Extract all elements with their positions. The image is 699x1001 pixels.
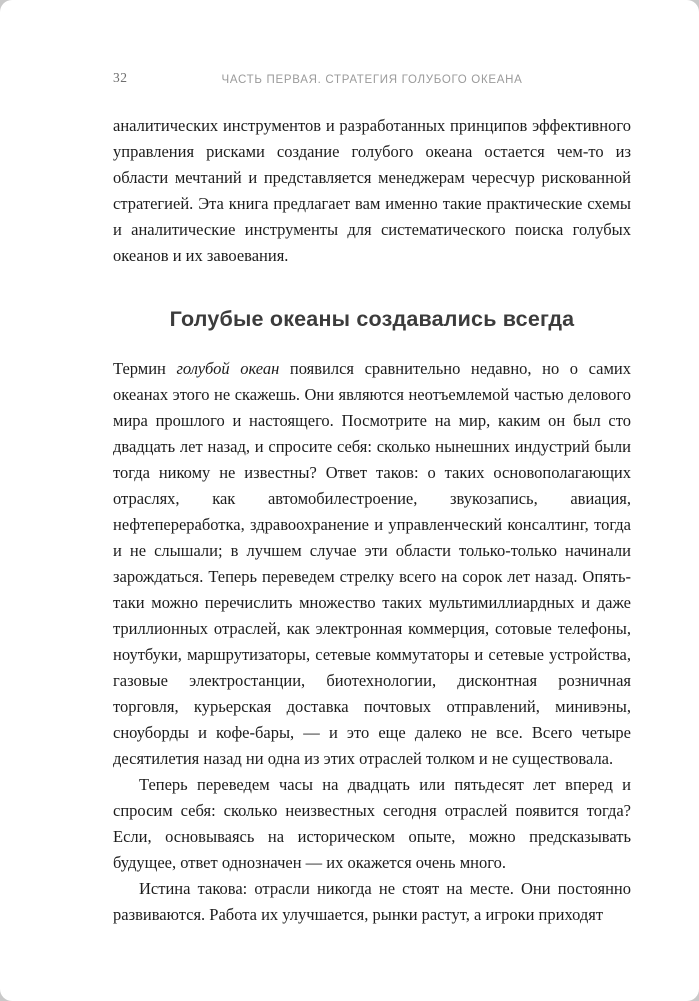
paragraph-continuation: аналитических инструментов и разработанных принципов эффективного управления рисками создание голубого океана остается чем-то из области мечтаний и представляется менеджерам чересчур рискованной стратегией. Эта книга предлагает вам именно такие практические схемы и аналитические инструменты для систематического поиска голубых океанов и их завоевания. [113,116,631,265]
paragraph-text: Термин [113,359,177,378]
paragraph-industries-evolve: Истина такова: отрасли никогда не стоят на месте. Они постоянно развиваются. Работа их улучшается, рынки растут, а игроки приходят [113,879,631,924]
page-body [113,113,631,928]
italic-term: голубой океан [176,359,280,378]
section-heading: Голубые океаны создавались всегда [169,307,575,331]
page-header [113,0,631,86]
paragraph-future-industries: Теперь переведем часы на двадцать или пятьдесят лет вперед и спросим себя: сколько неизвестных сегодня отраслей появится тогда? Если, основываясь на историческом опыте, можно предсказывать будущее, ответ однозначен — их окажется очень много. [113,775,631,872]
page-number: 32 [113,70,128,85]
text-column [113,0,631,928]
paragraph-oceans-history [113,356,631,772]
paragraph-text: появился сравнительно недавно, но о самих океанах этого не скажешь. Они являются неотъемлемой частью делового мира прошлого и настоящего. Посмотрите на мир, каким он был сто двадцать лет назад, и спросите себя: сколько нынешних индустрий были тогда никому не известны? Ответ таков: о таких основополагающих отраслях, как автомобилестроение, звукозапись, авиация, нефтепереработка, здравоохранение и управленческий консалтинг, тогда и не слышали; в лучшем случае эти области только-только начинали зарождаться. Теперь переведем стрелку всего на сорок лет назад. Опять-таки можно перечислить множество таких мультимиллиардных и даже триллионных отраслей, как электронная коммерция, сотовые телефоны, ноутбуки, маршрутизаторы, сетевые коммутаторы и сетевые устройства, газовые электростанции, биотехнологии, дисконтная розничная торговля, курьерская доставка почтовых отправлений, минивэны, сноуборды и кофе-бары, — и это еще далеко не все. Всего четыре десятилетия назад ни одна из этих отраслей толком и не существовала. [113,359,631,768]
running-header-title: ЧАСТЬ ПЕРВАЯ. СТРАТЕГИЯ ГОЛУБОГО ОКЕАНА [221,74,523,86]
